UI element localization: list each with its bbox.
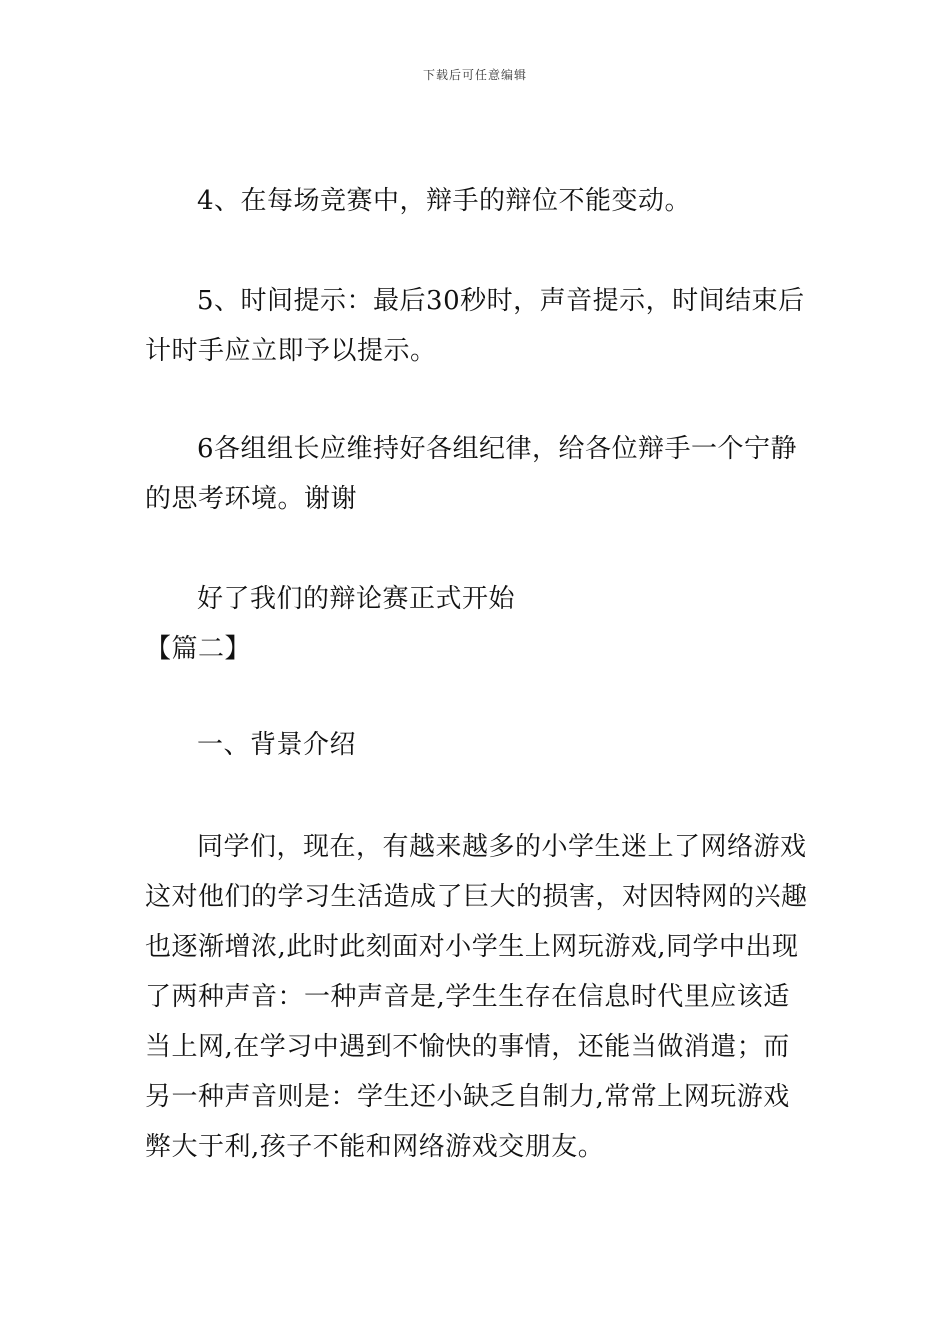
rule-item-4: 4、在每场竞赛中，辩手的辩位不能变动。 <box>197 186 692 216</box>
rule-item-5: 5、时间提示：最后30秒时，声音提示，时间结束后计时手应立即予以提示。 <box>145 286 805 366</box>
section-title: 【篇二】 <box>145 634 252 664</box>
background-heading: 一、背景介绍 <box>197 730 357 760</box>
page-header-note: 下载后可任意编辑 <box>422 68 527 82</box>
background-paragraph: 同学们，现在，有越来越多的小学生迷上了网络游戏这对他们的学习生活造成了巨大的损害，对因特网的兴趣也逐渐增浓,此时此刻面对小学生上网玩游戏,同学中出现了两种声音：一种声音是,学生生存在信息时代里应该适当上网,在学习中遇到不愉快的事情，还能当做消遣；而另一种声音则是：学生还小缺乏自制力,常常上网玩游戏弊大于利,孩子不能和网络游戏交朋友。 <box>145 832 808 1162</box>
rule-item-6: 6各组组长应维持好各组纪律，给各位辩手一个宁静的思考环境。谢谢 <box>145 434 798 514</box>
opening-statement: 好了我们的辩论赛正式开始 <box>197 584 516 614</box>
